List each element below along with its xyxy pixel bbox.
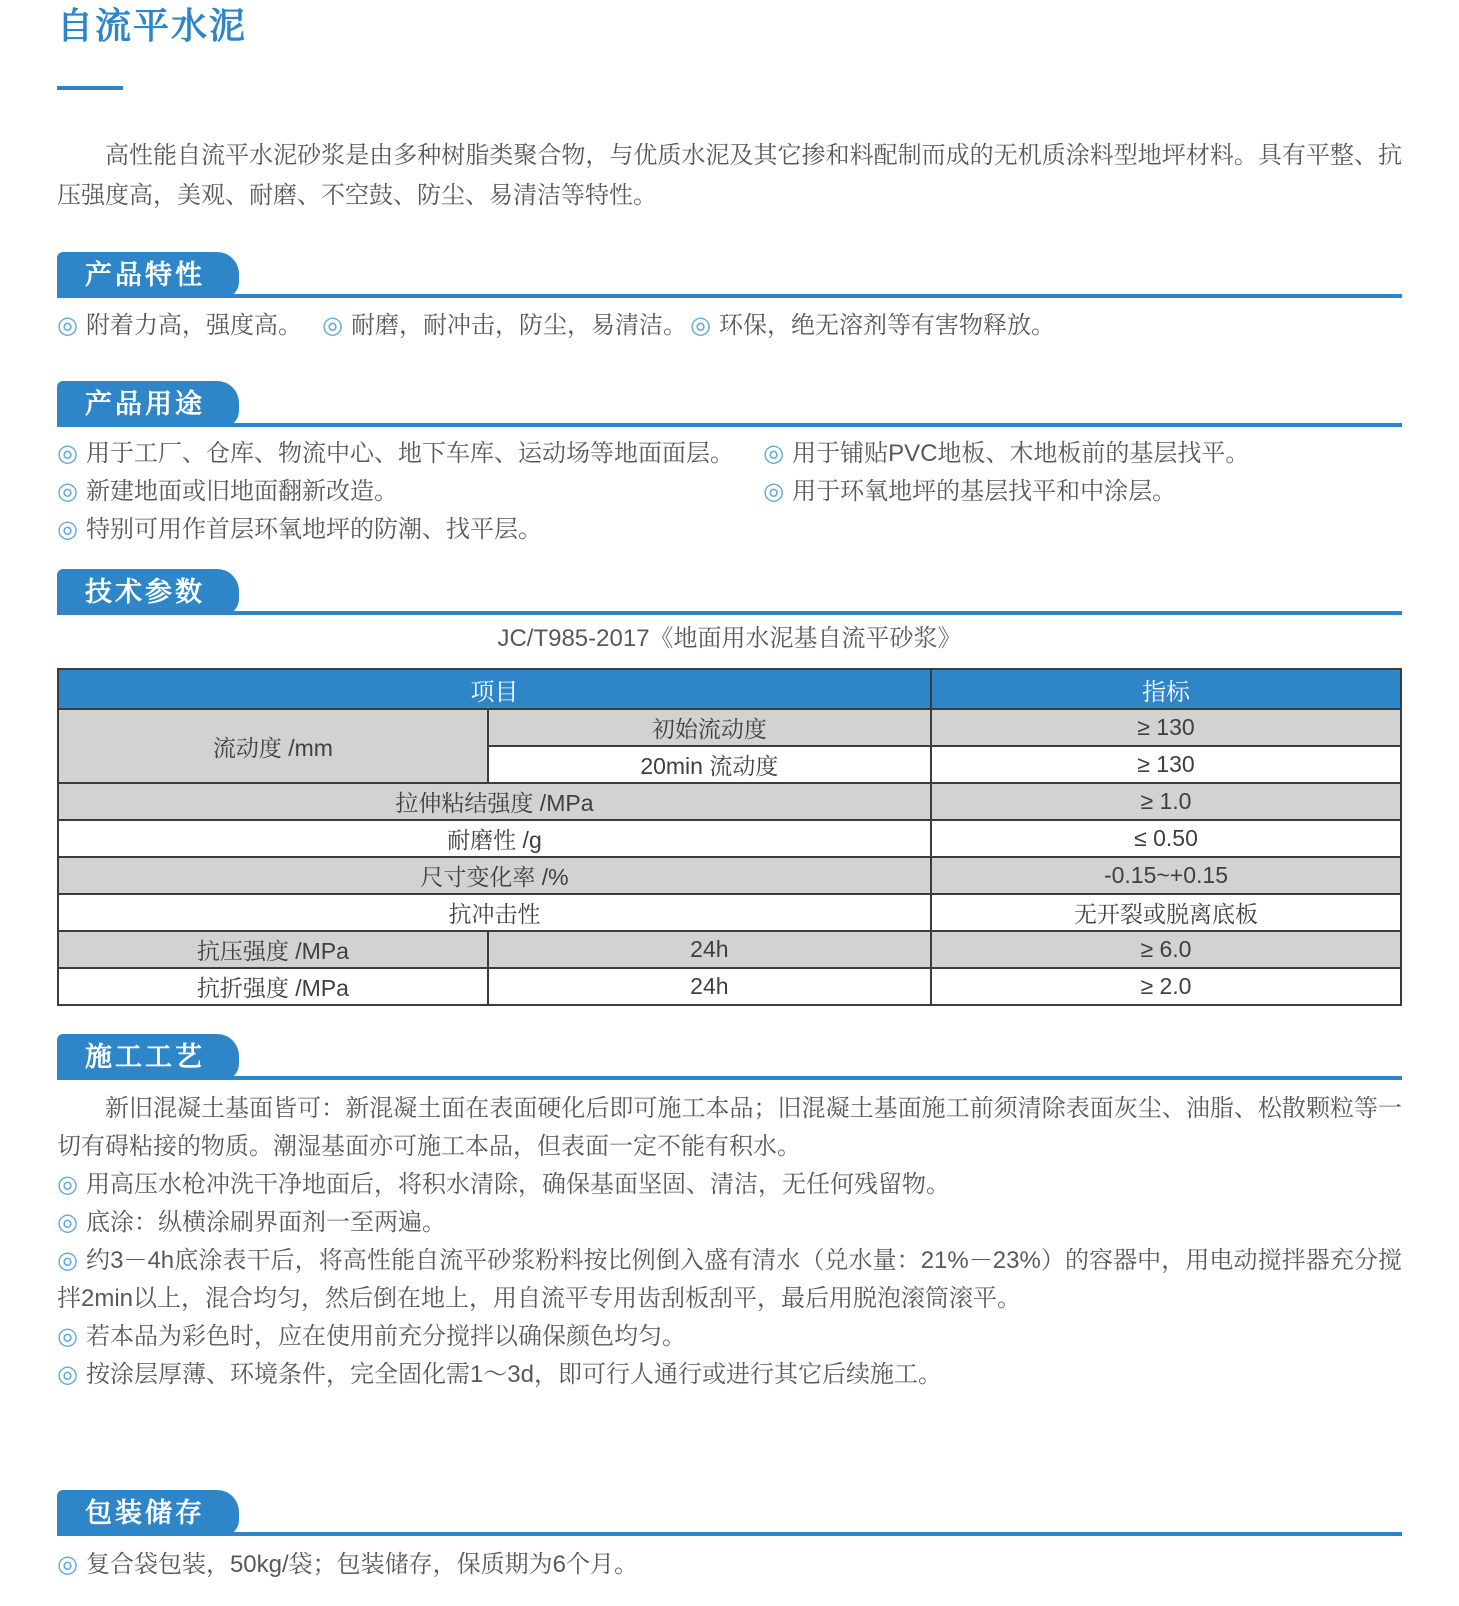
cell-label: 耐磨性 /g [58,820,931,857]
cell-label: 尺寸变化率 /% [58,857,931,894]
section-tab-packaging: 包装储存 [57,1490,239,1536]
title-underline [57,86,123,90]
ring-bullet-icon: ◎ [57,1361,78,1388]
cell-group: 流动度 /mm [58,709,488,783]
section-rule [57,381,1402,427]
cell-sub: 24h [488,931,931,968]
list-item-text: 若本品为彩色时，应在使用前充分搅拌以确保颜色均匀。 [85,1323,686,1350]
cell-sub: 24h [488,968,931,1005]
cell-sub: 初始流动度 [488,709,931,746]
ring-bullet-icon: ◎ [57,312,78,339]
ring-bullet-icon: ◎ [763,440,785,467]
table-row [58,894,1401,931]
process-list [57,1166,1402,1394]
uses-column-left [57,435,763,549]
list-item-text: 耐磨，耐冲击，防尘，易清洁。 [350,312,687,339]
uses-column-right [763,435,1402,549]
list-item-text: 底涂：纵横涂刷界面剂一至两遍。 [85,1209,446,1236]
section-tab-uses: 产品用途 [57,381,239,427]
list-item-text: 特别可用作首层环氧地坪的防潮、找平层。 [85,516,542,543]
section-packaging [57,1490,1402,1584]
list-item-text: 约3－4h底涂表干后，将高性能自流平砂浆粉料按比例倒入盛有清水（兑水量：21%－23%）的容器中，用电动搅拌器充分搅拌2min以上，混合均匀，然后倒在地上，用自流平专用齿刮板刮平，最后用脱泡滚筒滚平。 [57,1247,1402,1312]
list-item [57,511,763,549]
list-item [763,473,1402,511]
table-row [58,968,1401,1005]
cell-value: 无开裂或脱离底板 [931,894,1401,931]
ring-bullet-icon: ◎ [57,440,78,467]
ring-bullet-icon: ◎ [57,1323,78,1350]
ring-bullet-icon: ◎ [57,1247,79,1274]
ring-bullet-icon: ◎ [322,312,343,339]
section-uses [57,381,1402,549]
table-header-row [58,669,1401,709]
list-item-text: 按涂层厚薄、环境条件，完全固化需1～3d，即可行人通行或进行其它后续施工。 [85,1361,942,1388]
list-item [322,307,690,345]
col-header-item: 项目 [58,669,931,709]
cell-value: -0.15~+0.15 [931,857,1401,894]
section-tab-tech: 技术参数 [57,569,239,615]
list-item [57,1318,1402,1356]
list-item-text: 复合袋包装，50kg/袋；包装储存，保质期为6个月。 [85,1551,639,1578]
packaging-list [57,1546,1402,1584]
list-item [57,1204,1402,1242]
ring-bullet-icon: ◎ [763,478,785,505]
ring-bullet-icon: ◎ [57,478,78,505]
tech-specs-table [57,668,1402,1006]
section-rule [57,1034,1402,1080]
cell-value: ≥ 1.0 [931,783,1401,820]
cell-value: ≤ 0.50 [931,820,1401,857]
list-item-text: 用高压水枪冲洗干净地面后，将积水清除，确保基面坚固、清洁，无任何残留物。 [85,1171,950,1198]
cell-value: ≥ 2.0 [931,968,1401,1005]
list-item [57,473,763,511]
section-features [57,252,1402,345]
features-list [57,307,1402,345]
ring-bullet-icon: ◎ [57,516,78,543]
list-item-text: 环保，绝无溶剂等有害物释放。 [718,312,1055,339]
section-tab-features: 产品特性 [57,252,239,298]
list-item-text: 用于铺贴PVC地板、木地板前的基层找平。 [792,440,1250,467]
list-item [57,1242,1402,1318]
list-item-text: 用于环氧地坪的基层找平和中涂层。 [792,478,1177,505]
ring-bullet-icon: ◎ [57,1551,78,1578]
intro-paragraph: 高性能自流平水泥砂浆是由多种树脂类聚合物，与优质水泥及其它掺和料配制而成的无机质涂料型地坪材料。具有平整、抗压强度高，美观、耐磨、不空鼓、防尘、易清洁等特性。 [57,142,1402,209]
list-item [763,435,1402,473]
section-rule [57,252,1402,298]
section-tech [57,569,1402,1006]
list-item [57,435,763,473]
uses-columns [57,435,1402,549]
ring-bullet-icon: ◎ [57,1209,78,1236]
table-row [58,931,1401,968]
table-row [58,783,1401,820]
section-process [57,1034,1402,1394]
table-row [58,709,1401,746]
section-rule [57,1490,1402,1536]
table-title: JC/T985-2017《地面用水泥基自流平砂浆》 [497,625,962,652]
table-row [58,820,1401,857]
cell-value: ≥ 130 [931,709,1401,746]
cell-sub: 20min 流动度 [488,746,931,783]
col-header-index: 指标 [931,669,1401,709]
cell-label: 抗折强度 /MPa [58,968,488,1005]
cell-value: ≥ 130 [931,746,1401,783]
ring-bullet-icon: ◎ [690,312,711,339]
list-item-text: 附着力高，强度高。 [85,312,302,339]
section-tab-process: 施工工艺 [57,1034,239,1080]
page-title: 自流平水泥 [57,5,248,46]
cell-label: 抗压强度 /MPa [58,931,488,968]
list-item [57,1546,1402,1584]
cell-label: 抗冲击性 [58,894,931,931]
list-item-text: 用于工厂、仓库、物流中心、地下车库、运动场等地面面层。 [85,440,734,467]
list-item [57,1356,1402,1394]
table-row [58,857,1401,894]
section-rule [57,569,1402,615]
cell-label: 拉伸粘结强度 /MPa [58,783,931,820]
list-item [690,307,1055,345]
list-item [57,307,322,345]
list-item-text: 新建地面或旧地面翻新改造。 [85,478,398,505]
list-item [57,1166,1402,1204]
process-paragraph: 新旧混凝土基面皆可：新混凝土面在表面硬化后即可施工本品；旧混凝土基面施工前须清除表面灰尘、油脂、松散颗粒等一切有碍粘接的物质。潮湿基面亦可施工本品，但表面一定不能有积水。 [57,1095,1402,1160]
ring-bullet-icon: ◎ [57,1171,78,1198]
cell-value: ≥ 6.0 [931,931,1401,968]
